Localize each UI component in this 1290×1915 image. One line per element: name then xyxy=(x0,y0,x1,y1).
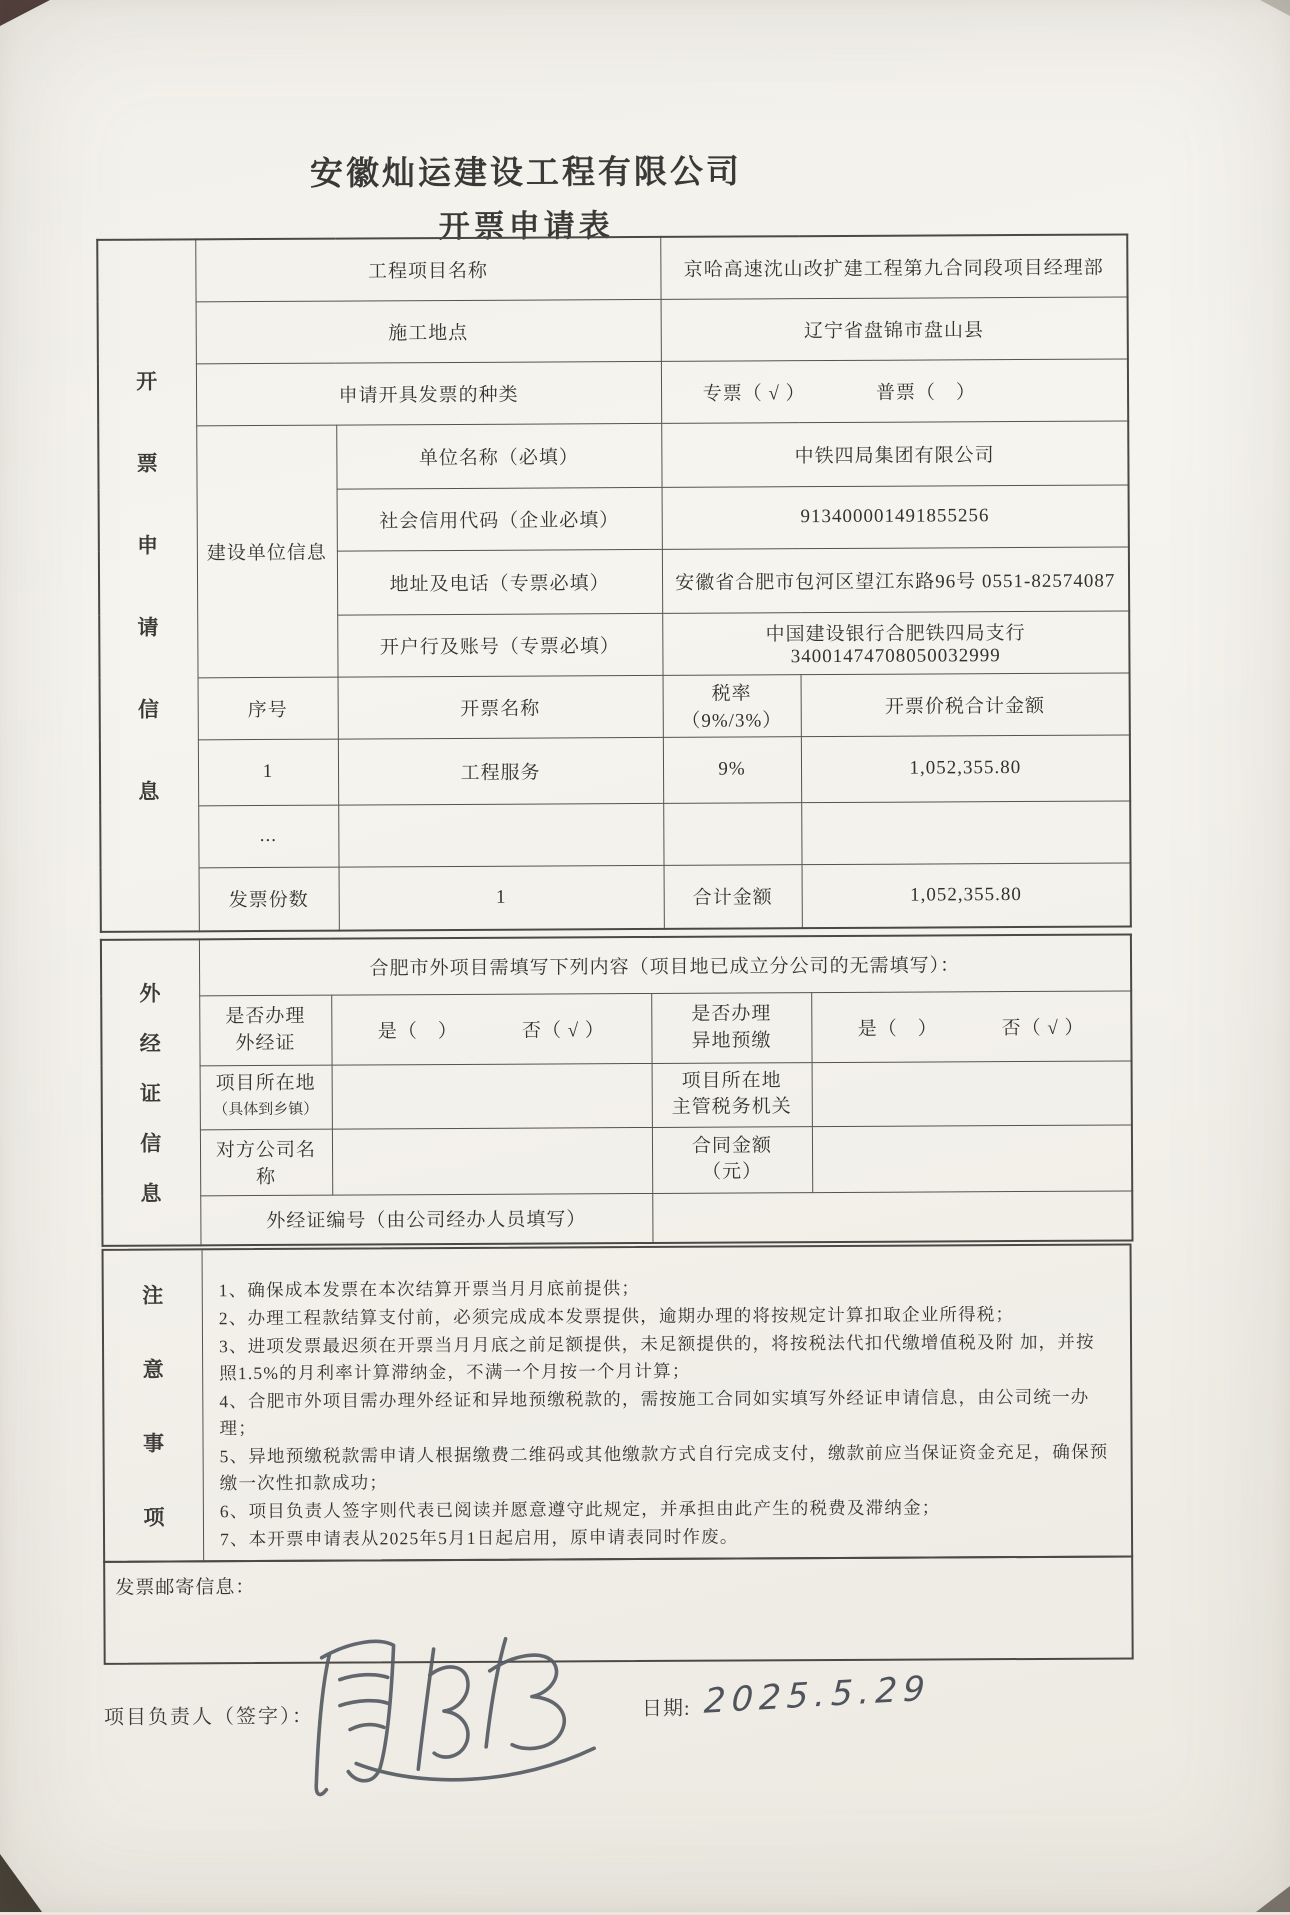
prepay-answer xyxy=(811,990,1131,1062)
mailing-label: 发票邮寄信息： xyxy=(115,1577,256,1599)
photo-corner-top-left xyxy=(0,0,50,26)
side-label-billing: 开 票 申 请 信 息 xyxy=(136,369,161,804)
item-no: ... xyxy=(198,805,338,868)
notes-content xyxy=(203,1245,1132,1560)
opponent-company-value xyxy=(332,1127,652,1195)
total-value: 1,052,355.80 xyxy=(802,862,1131,928)
item-rate xyxy=(663,802,801,865)
contract-amount-label: 合同金额 （元） xyxy=(652,1126,812,1193)
copies-value: 1 xyxy=(339,865,664,931)
project-location-label: 项目所在地 （具体到乡镇） xyxy=(200,1065,332,1130)
side-label-billing-cell xyxy=(97,239,199,932)
notes-section xyxy=(102,1243,1134,1562)
general-invoice-option: 普票（ ） xyxy=(875,381,976,404)
prepay-question-label: 是否办理异地预缴 xyxy=(651,992,811,1063)
special-invoice-option: 专票（ √ ） xyxy=(702,382,806,405)
address-phone-value: 安徽省合肥市包河区望江东路96号 0551-82574087 xyxy=(662,546,1129,612)
invoice-kind-value xyxy=(661,358,1128,422)
item-amount xyxy=(801,800,1130,864)
side-label-waijing-cell xyxy=(101,939,201,1246)
bank-account-value: 中国建设银行合肥铁四局支行34001474708050032999 xyxy=(662,610,1129,674)
prepay-no-option: 否（ √ ） xyxy=(1001,1017,1085,1039)
photo-corner-top-right xyxy=(1260,0,1290,16)
credit-code-value: 913400001491855256 xyxy=(662,484,1129,548)
permit-question-label: 是否办理外经证 xyxy=(199,995,331,1066)
col-header-rate: 税率（9%/3%） xyxy=(663,674,801,737)
item-amount: 1,052,355.80 xyxy=(801,734,1130,802)
bank-account-label: 开户行及账号（专票必填） xyxy=(337,613,662,677)
copies-label: 发票份数 xyxy=(199,867,339,932)
note-item: 3、进项发票最迟须在开票当月月底之前足额提供，未足额提供的，将按税法代扣代缴增值税及附 加，并按照1.5%的月利率计算滞纳金，不满一个月按一个月计算； xyxy=(218,1331,1095,1384)
waijing-info-table xyxy=(100,933,1134,1246)
credit-code-label: 社会信用代码（企业必填） xyxy=(337,487,662,551)
note-item: 2、办理工程款结算支付前，必须完成成本发票提供，逾期办理的将按规定计算扣取企业所得税； xyxy=(218,1304,1015,1329)
note-item: 5、异地预缴税款需申请人根据缴费二维码或其他缴款方式自行完成支付，缴款前应当保证资金充足，确保预缴一次性扣款成功； xyxy=(219,1441,1109,1494)
invoice-item-row xyxy=(100,800,1130,867)
unit-name-label: 单位名称（必填） xyxy=(336,423,661,489)
item-name: 工程服务 xyxy=(338,737,663,805)
item-no: 1 xyxy=(198,739,338,806)
permit-number-label: 外经证编号（由公司经办人员填写） xyxy=(200,1193,652,1245)
address-phone-label: 地址及电话（专票必填） xyxy=(337,549,662,615)
construction-site-label: 施工地点 xyxy=(196,299,661,363)
project-location-value xyxy=(332,1063,652,1129)
permit-yes-option: 是（ ） xyxy=(377,1020,458,1042)
item-rate: 9% xyxy=(663,736,801,803)
billing-info-table xyxy=(96,233,1132,932)
photo-corner-bottom-right xyxy=(1256,1886,1290,1912)
tax-authority-value xyxy=(812,1060,1132,1126)
contract-amount-value xyxy=(812,1124,1132,1192)
note-item: 4、合肥市外项目需办理外经证和异地预缴税款的，需按施工合同如实填写外经证申请信息，由公司统一办理； xyxy=(219,1386,1090,1439)
form-title: 开票申请表 xyxy=(438,208,614,245)
photo-corner-bottom-left xyxy=(0,1854,42,1912)
sign-label: 项目负责人（签字）： xyxy=(103,1705,315,1729)
owner-group-label: 建设单位信息 xyxy=(196,425,337,678)
unit-name-value: 中铁四局集团有限公司 xyxy=(661,420,1128,486)
waijing-note: 合肥市外项目需填写下列内容（项目地已成立分公司的无需填写）： xyxy=(199,934,1131,995)
signature-handwriting xyxy=(291,1612,612,1804)
construction-site-value: 辽宁省盘锦市盘山县 xyxy=(661,296,1128,360)
opponent-company-label: 对方公司名称 xyxy=(200,1129,332,1196)
tax-authority-label: 项目所在地 主管税务机关 xyxy=(652,1062,812,1127)
company-title: 安徽灿运建设工程有限公司 xyxy=(309,152,742,192)
mailing-section xyxy=(103,1555,1134,1664)
permit-answer xyxy=(331,993,651,1065)
permit-number-value xyxy=(652,1190,1132,1243)
invoice-kind-label: 申请开具发票的种类 xyxy=(196,361,661,425)
total-label: 合计金额 xyxy=(664,864,802,929)
permit-no-option: 否（ √ ） xyxy=(521,1019,605,1042)
date-label: 日期: xyxy=(641,1697,691,1721)
col-header-no: 序号 xyxy=(198,677,338,740)
col-header-name: 开票名称 xyxy=(338,675,663,739)
prepay-yes-option: 是（ ） xyxy=(857,1017,938,1040)
project-name-value: 京哈高速沈山改扩建工程第九合同段项目经理部 xyxy=(660,234,1127,298)
form-header xyxy=(0,144,1056,249)
note-item: 1、确保成本发票在本次结算开票当月月底前提供； xyxy=(218,1278,641,1301)
note-item: 7、本开票申请表从2025年5月1日起启用，原申请表同时作废。 xyxy=(219,1526,739,1550)
side-label-notes-cell xyxy=(104,1250,205,1561)
item-name xyxy=(338,803,663,867)
note-item: 6、项目负责人签字则代表已阅读并愿意遵守此规定，并承担由此产生的税费及滞纳金； xyxy=(219,1497,941,1522)
side-label-notes: 注 意 事 项 xyxy=(142,1283,165,1530)
project-name-label: 工程项目名称 xyxy=(195,237,660,301)
side-label-waijing: 外 经 证 信 息 xyxy=(139,981,163,1206)
date-handwriting: 2025.5.29 xyxy=(703,1668,932,1722)
col-header-amount: 开票价税合计金额 xyxy=(801,672,1130,736)
invoice-item-row xyxy=(100,734,1130,805)
